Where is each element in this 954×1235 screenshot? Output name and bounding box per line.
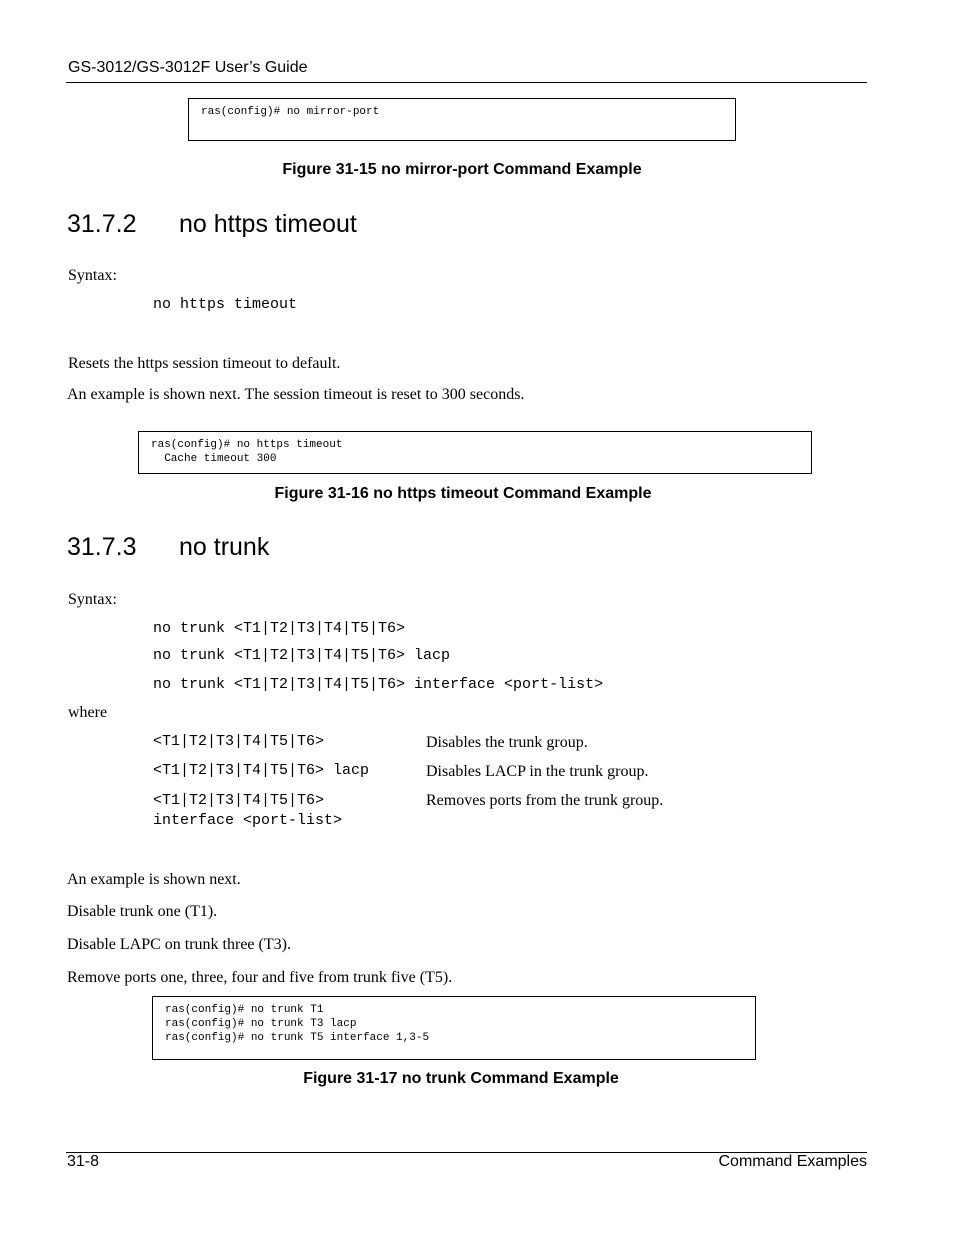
page-number: 31-8 <box>67 1153 100 1170</box>
section-number: 31.7.3 <box>67 533 137 561</box>
syntax-line: no https timeout <box>153 296 298 313</box>
param-description: Disables LACP in the trunk group. <box>426 763 649 780</box>
param-term: <T1|T2|T3|T4|T5|T6> <box>153 733 325 750</box>
section-title: no trunk <box>179 533 270 561</box>
figure-caption: Figure 31-16 no https timeout Command Example <box>274 485 652 502</box>
paragraph: Disable LAPC on trunk three (T3). <box>67 936 291 953</box>
paragraph: Remove ports one, three, four and five from trunk five (T5). <box>67 969 453 986</box>
syntax-label: Syntax: <box>68 267 117 284</box>
syntax-line: no trunk <T1|T2|T3|T4|T5|T6> <box>153 620 406 637</box>
param-term: <T1|T2|T3|T4|T5|T6> interface <port-list> <box>153 792 343 829</box>
code-example-mirror-port: ras(config)# no mirror-port <box>188 98 736 141</box>
param-term: <T1|T2|T3|T4|T5|T6> lacp <box>153 762 370 779</box>
chapter-name: Command Examples <box>718 1153 867 1170</box>
param-description: Removes ports from the trunk group. <box>426 792 664 809</box>
syntax-label: Syntax: <box>68 591 117 608</box>
param-description: Disables the trunk group. <box>426 734 588 751</box>
code-example-no-trunk: ras(config)# no trunk T1 ras(config)# no trunk T3 lacp ras(config)# no trunk T5 interface 1,3-5 <box>152 996 756 1060</box>
paragraph: An example is shown next. <box>67 871 241 888</box>
header-rule <box>66 82 867 83</box>
example-intro-paragraph: An example is shown next. The session timeout is reset to 300 seconds. <box>67 386 525 403</box>
section-title: no https timeout <box>179 210 357 238</box>
description-paragraph: Resets the https session timeout to default. <box>68 355 341 372</box>
syntax-line: no trunk <T1|T2|T3|T4|T5|T6> lacp <box>153 647 451 664</box>
code-example-https-timeout: ras(config)# no https timeout Cache timeout 300 <box>138 431 812 474</box>
running-header: GS-3012/GS-3012F User’s Guide <box>68 59 308 76</box>
figure-caption: Figure 31-15 no mirror-port Command Example <box>282 161 642 178</box>
figure-caption: Figure 31-17 no trunk Command Example <box>303 1070 619 1087</box>
paragraph: Disable trunk one (T1). <box>67 903 218 920</box>
section-number: 31.7.2 <box>67 210 137 238</box>
syntax-line: no trunk <T1|T2|T3|T4|T5|T6> interface <port-list> <box>153 676 604 693</box>
where-label: where <box>68 704 108 721</box>
